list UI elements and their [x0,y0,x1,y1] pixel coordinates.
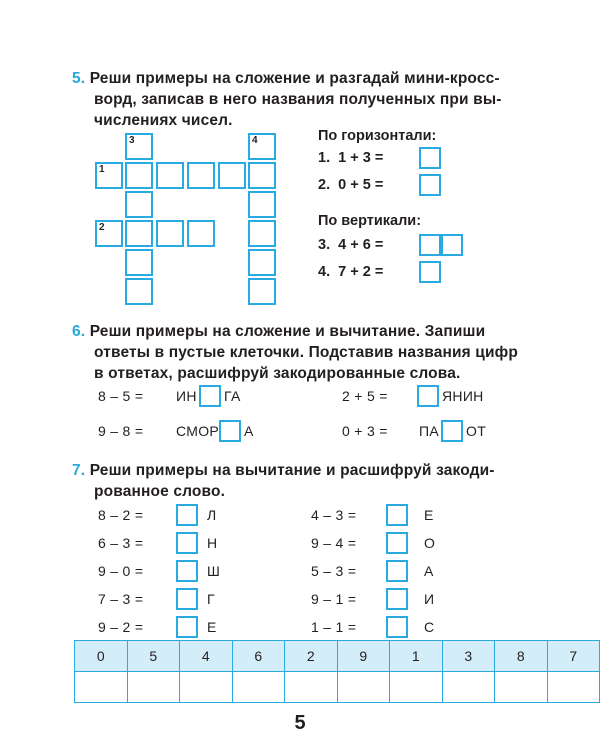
crossword-cell[interactable] [156,162,184,189]
code-digit: 0 [75,641,128,672]
horizontal-title: По горизонтали: [318,128,437,144]
answer-box[interactable] [176,588,198,610]
code-letter: И [424,591,435,607]
code-letter: С [424,619,435,635]
answer-box[interactable] [419,147,441,169]
code-letter: А [424,563,434,579]
task7-text [72,460,495,502]
example-suffix: ЯНИН [442,388,484,404]
code-digit: 7 [547,641,600,672]
code-digit: 9 [337,641,390,672]
crossword-cell[interactable] [156,220,184,247]
task7-number: 7. [72,462,86,479]
code-letter: Е [207,619,217,635]
crossword-cell[interactable] [125,278,153,305]
example-prefix: СМОР [176,423,220,439]
clue-label: 4 [252,135,258,146]
crossword-cell[interactable] [125,162,153,189]
clue-row: 4. 7 + 2 = [318,264,384,280]
code-answer-cell[interactable] [547,672,600,703]
example-expr: 8 – 2 = [98,507,144,523]
clue-label: 3 [129,135,135,146]
code-digit: 5 [127,641,180,672]
example-suffix: ОТ [466,423,487,439]
clue-label: 1 [99,164,105,175]
clue-row: 1. 1 + 3 = [318,150,384,166]
task6-line: в ответах, расшифруй закодированные слова. [94,365,461,382]
example-expr: 9 – 2 = [98,619,144,635]
example-expr: 9 – 1 = [311,591,357,607]
task6-text [72,321,518,384]
crossword-cell[interactable] [125,249,153,276]
crossword-cell[interactable] [187,220,215,247]
clue-row: 2. 0 + 5 = [318,177,384,193]
answer-box[interactable] [386,560,408,582]
example-suffix: А [244,423,254,439]
code-digit: 2 [285,641,338,672]
example-expr: 9 – 4 = [311,535,357,551]
crossword-cell[interactable] [248,220,276,247]
code-table [74,640,600,703]
example-expr: 5 – 3 = [311,563,357,579]
clue-label: 2 [99,222,105,233]
task6-line: ответы в пустые клеточки. Подставив названия цифр [94,344,518,361]
crossword-cell[interactable] [248,162,276,189]
example-expr: 0 + 3 = [342,423,388,439]
code-digits-row [75,641,600,672]
code-answer-cell[interactable] [495,672,548,703]
code-answer-cell[interactable] [390,672,443,703]
answer-box[interactable] [386,588,408,610]
answer-box[interactable] [176,504,198,526]
answer-box[interactable] [386,532,408,554]
example-expr: 1 – 1 = [311,619,357,635]
example-expr: 9 – 8 = [98,423,144,439]
task7-line: рованное слово. [94,483,226,500]
crossword-cell[interactable] [248,133,276,160]
crossword-cell[interactable] [187,162,215,189]
task7-line: Реши примеры на вычитание и расшифруй закоди- [89,462,495,479]
crossword-cell[interactable] [95,162,123,189]
answer-box[interactable] [176,616,198,638]
code-answer-row [75,672,600,703]
example-expr: 9 – 0 = [98,563,144,579]
answer-box[interactable] [419,174,441,196]
code-answer-cell[interactable] [75,672,128,703]
answer-box[interactable] [441,420,463,442]
crossword-cell[interactable] [248,191,276,218]
answer-box[interactable] [441,234,463,256]
example-expr: 4 – 3 = [311,507,357,523]
example-prefix: ПА [419,423,440,439]
code-letter: Ш [207,563,221,579]
crossword-cell[interactable] [248,278,276,305]
answer-box[interactable] [176,560,198,582]
code-answer-cell[interactable] [442,672,495,703]
code-digit: 6 [232,641,285,672]
code-letter: О [424,535,436,551]
task5-number: 5. [72,70,86,87]
code-digit: 3 [442,641,495,672]
crossword-cell[interactable] [125,191,153,218]
task5-line: Реши примеры на сложение и разгадай мини-кросс- [89,70,500,87]
example-expr: 2 + 5 = [342,388,388,404]
answer-box[interactable] [386,504,408,526]
example-suffix: ГА [224,388,241,404]
answer-box[interactable] [386,616,408,638]
code-digit: 4 [180,641,233,672]
task6-number: 6. [72,323,86,340]
code-answer-cell[interactable] [285,672,338,703]
code-letter: Г [207,591,215,607]
code-answer-cell[interactable] [127,672,180,703]
clue-row: 3. 4 + 6 = [318,237,384,253]
crossword-cell[interactable] [125,133,153,160]
code-digit: 8 [495,641,548,672]
example-prefix: ИН [176,388,197,404]
crossword-cell[interactable] [248,249,276,276]
crossword-cell[interactable] [218,162,246,189]
example-expr: 6 – 3 = [98,535,144,551]
answer-box[interactable] [419,234,441,256]
crossword-cell[interactable] [95,220,123,247]
task5-line: числениях чисел. [94,112,233,129]
answer-box[interactable] [219,420,241,442]
code-letter: Л [207,507,217,523]
example-expr: 8 – 5 = [98,388,144,404]
page-number: 5 [294,712,306,734]
answer-box[interactable] [417,385,439,407]
code-answer-cell[interactable] [232,672,285,703]
example-expr: 7 – 3 = [98,591,144,607]
task5-line: ворд, записав в него названия полученных при вы- [94,91,502,108]
crossword-cell[interactable] [125,220,153,247]
code-digit: 1 [390,641,443,672]
answer-box[interactable] [199,385,221,407]
answer-box[interactable] [419,261,441,283]
code-answer-cell[interactable] [337,672,390,703]
code-letter: Е [424,507,434,523]
code-answer-cell[interactable] [180,672,233,703]
code-letter: Н [207,535,218,551]
task5-text [72,68,502,131]
answer-box[interactable] [176,532,198,554]
vertical-title: По вертикали: [318,213,422,229]
task6-line: Реши примеры на сложение и вычитание. Запиши [89,323,486,340]
